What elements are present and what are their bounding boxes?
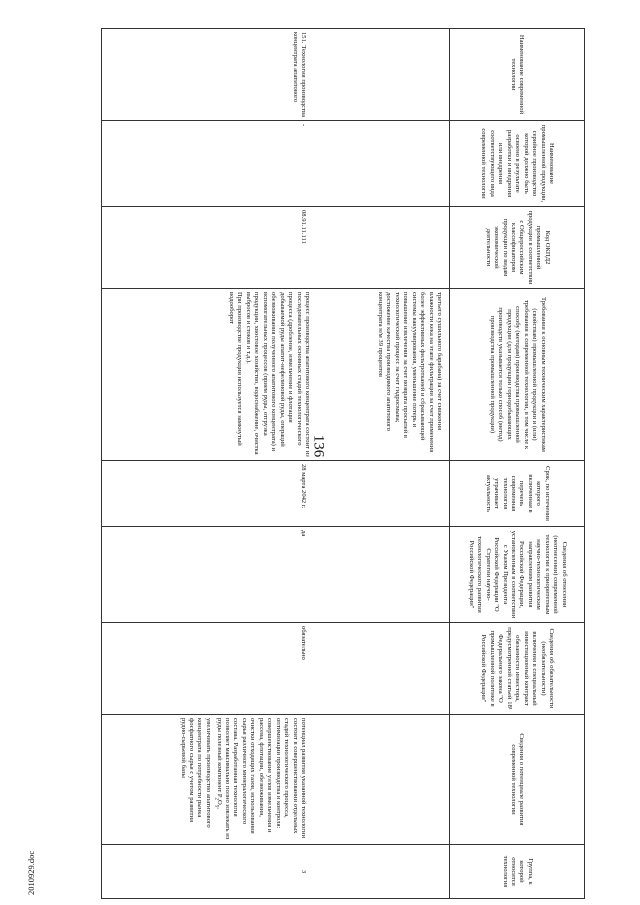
row-group-cell <box>102 845 450 899</box>
header-contract-obligation: Сведения об обязательности (необязательности) включения в специальный инвестиционный контракт обязанности инвестора, предусмотренной статьей 18¹ Федерального закона "О промышленной политике в Российской Федерации" <box>450 623 585 715</box>
header-technology-name: Наименование современной технологии <box>450 29 585 121</box>
row-obligation-cell <box>102 623 450 715</box>
technology-table-container <box>65 28 585 898</box>
document-footer: 2010929.doc <box>26 850 36 895</box>
row-requirements-note: При производстве продукции используется замкнутый водооборот <box>228 292 244 446</box>
row-okpd2-code: 08.91.11.111 <box>300 210 307 244</box>
row-requirements-cell <box>102 289 450 461</box>
row-technology-name: Технология производства концентрата апатитового <box>291 32 307 117</box>
row-requirements-text: процесс производства апатитового концентрата состоит из последовательных основных стадий технологического процесса (дробление, измельчение и флотация добываемой руды апатит-нефелиновой руды, операций обезвоживания полученного апатитового концентрата) и вспомогательных процессов (прием руды, отгрузка продукции, хвостовое хозяйство, водоснабжение, очистка выбросов и стоков и т.д.). <box>244 292 311 457</box>
row-priority: да <box>300 530 307 537</box>
row-potential-cell <box>102 715 450 845</box>
header-requirements: Требования к основным техническим характеристикам (свойствам) промышленной продукции и (или) требования к современной технологии, в том числе к способу (методам) производства промышленной продукции (для продукции горнодобывающих производств указывается только способ (метод) производства промышленной продукции) <box>450 289 585 461</box>
header-development-potential: Сведения о потенциале развития современной технологии <box>450 715 585 845</box>
header-priority-direction: Сведения об отнесении (неотнесении) современной технологии к приоритетным научно-технологическим направлениям развития Российской Федерации, установленным в соответствии с Указом Президента Российской Федерации "О Стратегии научно-технологического развития Российской Федерации" <box>450 527 585 623</box>
row-okpd2-cell <box>102 207 450 289</box>
header-technology-group: Группа, к которой относится технология <box>450 845 585 899</box>
header-deadline: Срок, по истечении которого включенная в перечень современная технология утрачивает актуальность <box>450 461 585 527</box>
table-row <box>102 29 450 899</box>
row-product-name: - <box>300 124 307 127</box>
row-deadline-cell <box>102 461 450 527</box>
page-number: 136 <box>310 434 327 458</box>
header-product-name: Наименование промышленной продукции, серийное производство которой должно быть освоено в результате разработки и внедрения или внедрения соответствующего вида современной технологии <box>450 121 585 207</box>
row-number: 151. <box>300 32 307 44</box>
row-obligation: обязательно <box>300 626 307 660</box>
row-technology-cell <box>102 29 450 121</box>
row-group: 3 <box>300 869 307 874</box>
table-header-row <box>450 29 585 899</box>
header-okpd2-code: Код ОКПД2 промышленной продукции в соответствии с Общероссийским классификатором продукции по видам экономической деятельности <box>450 207 585 289</box>
technology-table <box>101 28 585 899</box>
continued-requirements-text: третьего сушильного барабана) за счет снижения влажности кека на этапе фильтрации за счет применения более эффективных фильтротканей и сбрасывающей системы вакуумирования, уменьшение потерь и повышение извлечения за счет возврата просыпей в технологический процесс за счет гидросмыва; достижение качества производимого апатитового концентрата н/м 39 процентов <box>376 292 443 453</box>
row-product-cell <box>102 121 450 207</box>
row-priority-cell <box>102 527 450 623</box>
row-potential-text: потенциал развития указанной технологии состоит в совершенствовании отдельных стадий технологического процесса, оптимизации производства и контроля: совершенствование узлов измельчения и рассева, флотации, обезвоживания, очистки отходящих газов, использования сырья различного минералогического состава. Разработанная технология позволяет максимально полно извлекать из руды полезный компонент $P_2O_5$, увеличивать производство апатитового концентрата по потребности рынка фосфатного сырья с учетом развития рудно-сырьевой базы <box>179 718 307 840</box>
row-deadline: 28 марта 2042 г. <box>300 464 307 509</box>
